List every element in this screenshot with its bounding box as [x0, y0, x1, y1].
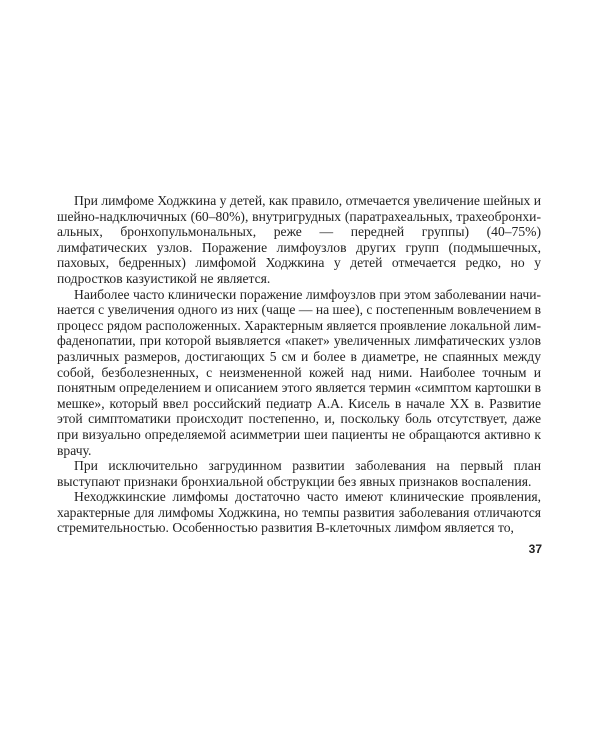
- paragraph-retrosternal: При исключительно загрудинном развитии заболевания на первый план выступают признаки бронхиальной обструкции без явных признаков воспаления.: [57, 458, 541, 489]
- page-number: 37: [528, 542, 542, 556]
- paragraph-non-hodgkin: Неходжкинские лимфомы достаточно часто имеют клинические проявления, характерные для лимфомы Ходжкина, но темпы развития заболевания отличаются стремительностью. Особенностью развития В-клеточных лимфом является то,: [57, 489, 541, 536]
- paragraph-clinical-onset: Наиболее часто клинически поражение лимфоузлов при этом заболевании начинается с увеличения одного из них (чаще — на шее), с постепенным вовлечением в процесс рядом расположенных. Характерным является проявление локальной лимфаденопатии, при которой выявляется «пакет» увеличенных лимфатических узлов различных размеров, достигающих 5 см и более в диаметре, не спаянных между собой, безболезненных, с неизмененной кожей над ними. Наиболее точным и понятным определением и описанием этого является термин «симптом картошки в мешке», который ввел российский педиатр А.А. Кисель в начале XX в. Развитие этой симптоматики происходит постепенно, и, поскольку боль отсутствует, даже при визуально определяемой асимметрии шеи пациенты не обращаются активно к врачу.: [57, 286, 541, 458]
- paragraph-hodgkin-lymph-nodes: При лимфоме Ходжкина у детей, как правило, отмечается увеличение шейных и шейно-надключичных (60–80%), внутригрудных (паратрахеальных, трахеобронхиальных, бронхопульмональных, реже — передней группы) (40–75%) лимфатических узлов. Поражение лимфоузлов других групп (подмышечных, паховых, бедренных) лимфомой Ходжкина у детей отмечается редко, но у подростков казуистикой не является.: [57, 193, 541, 286]
- page-body: [57, 193, 541, 536]
